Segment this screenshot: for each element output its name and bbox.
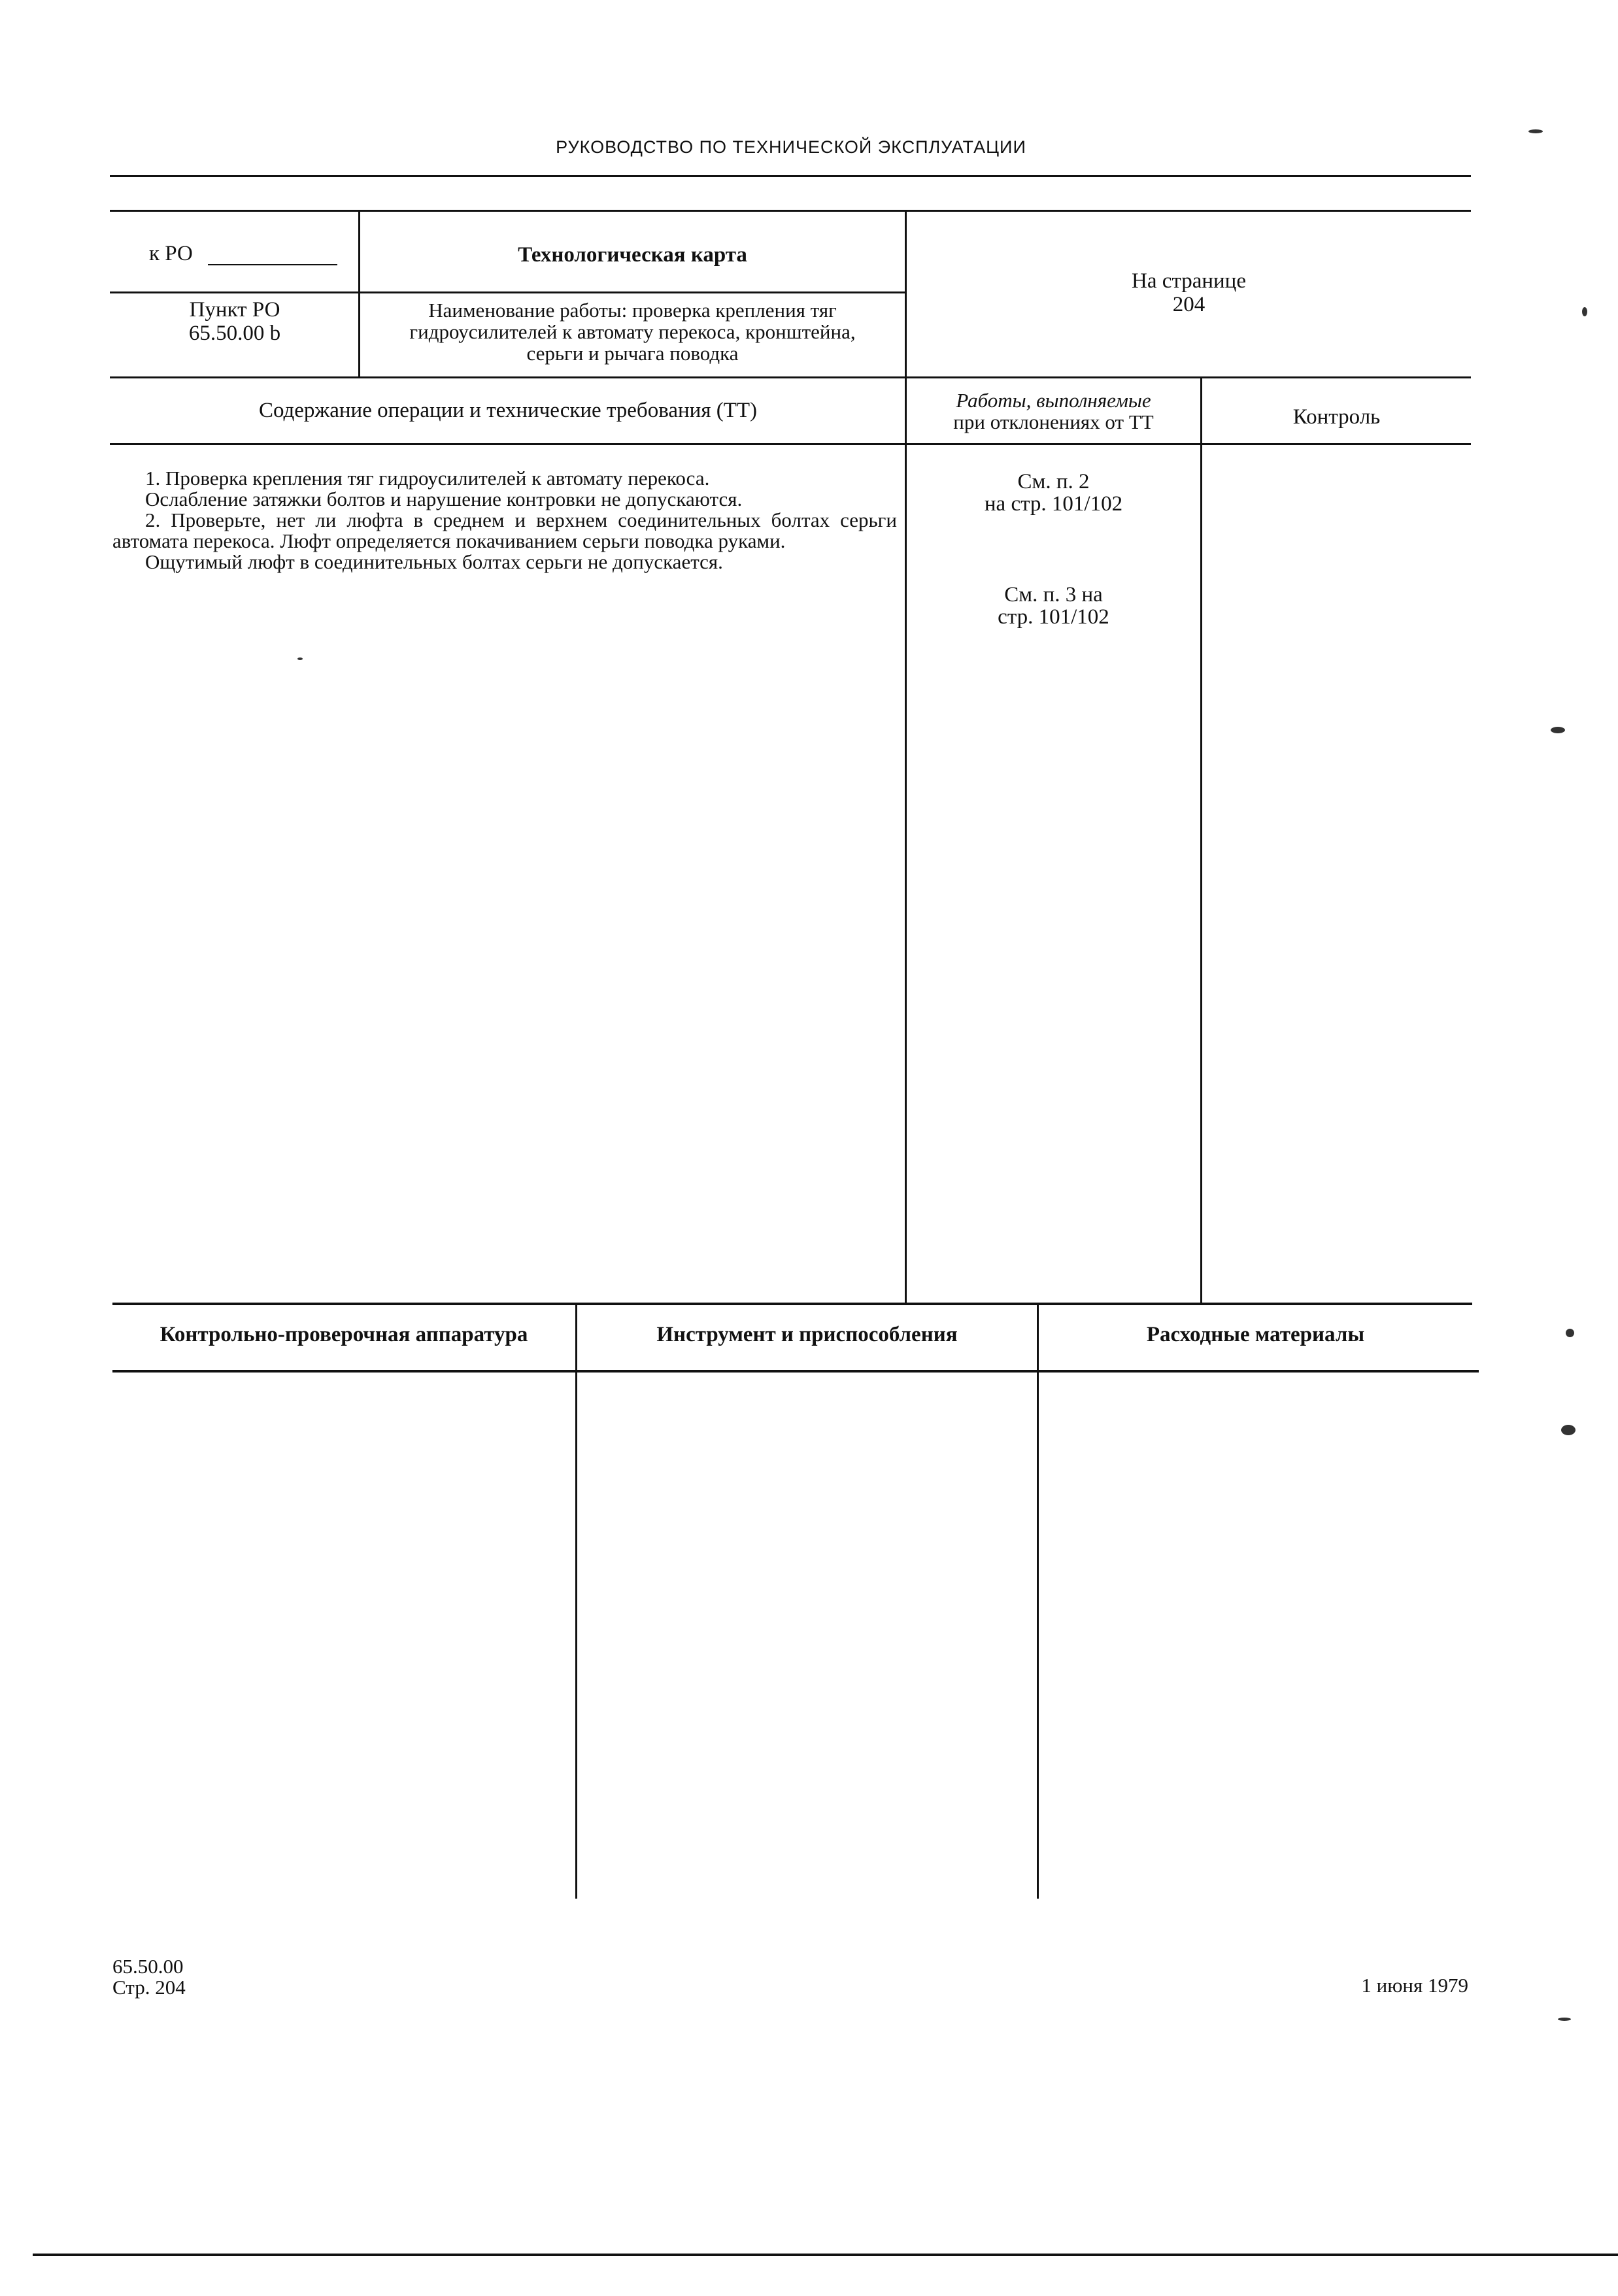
on-page-number: 204	[1172, 293, 1205, 316]
footer-code-block	[112, 1956, 374, 1998]
header-rule	[110, 175, 1471, 177]
bottom-divider-right	[1037, 1304, 1039, 1899]
bottom-table-top-border	[112, 1303, 1472, 1305]
bottom-divider-left	[575, 1304, 577, 1899]
on-page-cell	[907, 269, 1471, 316]
card-title: Технологическая карта	[518, 243, 747, 267]
scan-speck	[1582, 307, 1587, 316]
ref-po-label: к РО	[149, 242, 193, 265]
operation-line: 2. Проверьте, нет ли люфта в среднем и верхнем соединительных болтах серьги автомата перекоса. Люфт определяется покачиванием серьги поводка руками.	[112, 508, 897, 552]
deviation-ref-1	[907, 471, 1200, 515]
operation-column-header: Содержание операции и технические требования (ТТ)	[258, 399, 758, 422]
control-column-divider	[1200, 376, 1202, 1304]
scan-speck	[1558, 2018, 1571, 2021]
card-top-border	[110, 210, 1471, 212]
card-divider-right	[905, 210, 907, 1304]
scan-speck	[297, 657, 303, 660]
column-header-bottom-border	[110, 443, 1471, 445]
card-bottom-border	[110, 376, 1471, 378]
scan-speck	[1566, 1329, 1574, 1337]
control-column-header: Контроль	[1292, 405, 1381, 429]
card-mid-border	[110, 291, 906, 293]
operation-line: Ослабление затяжки болтов и нарушение контровки не допускаются.	[145, 488, 743, 510]
page-bottom-edge	[33, 2254, 1618, 2256]
item-po-label: Пункт РО	[189, 298, 280, 322]
work-name-line: Наименование работы: проверка крепления тяг	[428, 299, 837, 322]
document-header: РУКОВОДСТВО ПО ТЕХНИЧЕСКОЙ ЭКСПЛУАТАЦИИ	[556, 137, 1026, 157]
tools-column-header: Инструмент и приспособления	[656, 1323, 958, 1346]
materials-column-header: Расходные материалы	[1146, 1323, 1365, 1346]
work-name-cell	[360, 299, 905, 364]
operations-text	[112, 468, 897, 573]
footer-date: 1 июня 1979	[1361, 1974, 1468, 1997]
operation-line: Ощутимый люфт в соединительных болтах серьги не допускается.	[145, 550, 723, 573]
item-po-number: 65.50.00 b	[188, 322, 281, 345]
footer-page: Стр. 204	[112, 1976, 186, 1999]
deviation-ref-line: См. п. 3 на	[1004, 583, 1103, 607]
scan-speck	[1561, 1425, 1576, 1435]
deviation-ref-line: стр. 101/102	[998, 605, 1109, 629]
equipment-column-header: Контрольно-проверочная аппаратура	[160, 1323, 528, 1346]
scan-speck	[1528, 129, 1543, 133]
deviation-ref-line: См. п. 2	[1017, 470, 1090, 493]
operation-line: 1. Проверка крепления тяг гидроусилителей к автомату перекоса.	[145, 467, 710, 490]
bottom-table-header-border	[112, 1370, 1479, 1373]
scan-speck	[1551, 727, 1565, 733]
deviation-header-line: Работы, выполняемые	[956, 389, 1151, 412]
deviation-header-line: при отклонениях от ТТ	[953, 410, 1154, 433]
on-page-label: На странице	[1132, 269, 1246, 293]
item-po-cell	[111, 298, 358, 345]
work-name-line: серьги и рычага поводка	[526, 342, 739, 365]
work-name-line: гидроусилителей к автомату перекоса, кронштейна,	[409, 320, 856, 343]
deviation-ref-line: на стр. 101/102	[984, 492, 1123, 516]
ref-po-underline	[208, 264, 337, 265]
ref-po-cell	[149, 242, 345, 265]
footer-code: 65.50.00	[112, 1955, 184, 1978]
deviation-ref-2	[907, 584, 1200, 628]
deviation-column-header	[907, 390, 1200, 433]
